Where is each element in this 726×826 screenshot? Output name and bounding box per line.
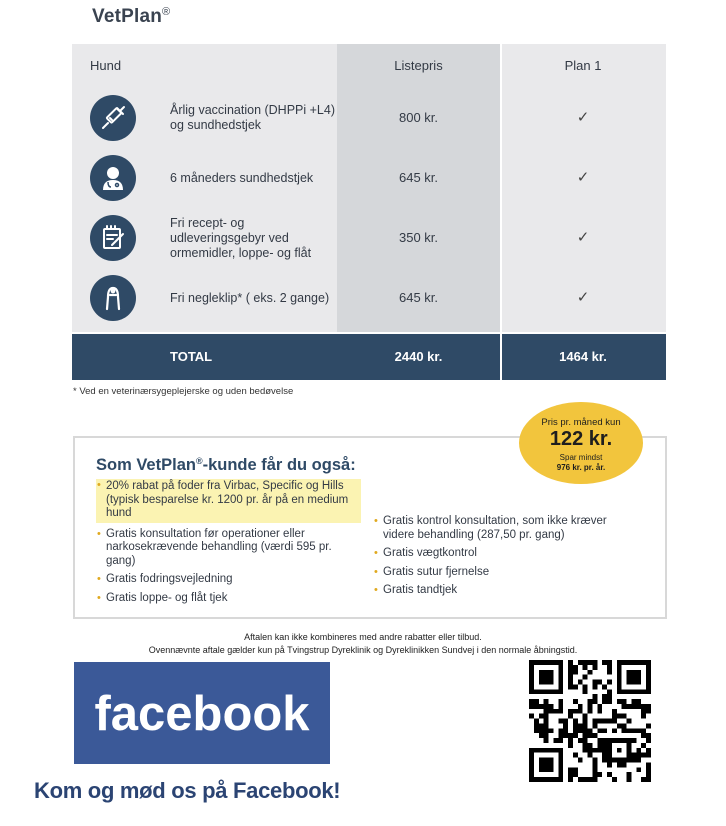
benefit-item: • 20% rabat på foder fra Virbac, Specific og Hills (typisk besparelse kr. 1200 pr. år på en medium hund bbox=[96, 479, 361, 523]
benefit-item: • Gratis konsultation før operationer eller narkosekrævende behandling (værdi 595 pr. gang) bbox=[96, 528, 361, 569]
check-icon: ✓ bbox=[576, 229, 590, 246]
benefit-item: • Gratis tandtjek bbox=[373, 584, 623, 598]
facebook-logo-text: facebook bbox=[94, 687, 310, 741]
badge-label: Pris pr. måned kun bbox=[541, 417, 621, 428]
row-price: 800 kr. bbox=[398, 110, 439, 125]
check-icon: ✓ bbox=[576, 289, 590, 306]
check-icon: ✓ bbox=[576, 169, 590, 186]
row-price: 350 kr. bbox=[398, 230, 439, 245]
facebook-logo[interactable] bbox=[74, 662, 330, 764]
header-plan: Plan 1 bbox=[564, 58, 602, 73]
row-price: 645 kr. bbox=[398, 290, 439, 305]
terms-line: Aftalen kan ikke kombineres med andre rabatter eller tilbud. bbox=[244, 632, 482, 642]
table-row bbox=[72, 268, 666, 328]
brand-registered-mark: ® bbox=[162, 6, 171, 18]
qr-code-icon[interactable] bbox=[529, 660, 651, 782]
doctor-icon bbox=[90, 155, 136, 201]
row-description: Fri negleklip* ( eks. 2 gange) bbox=[170, 290, 330, 305]
price-badge bbox=[519, 402, 643, 484]
syringe-icon bbox=[90, 95, 136, 141]
table-row bbox=[72, 88, 666, 148]
benefits-list-right bbox=[373, 515, 623, 603]
row-description: 6 måneders sundhedstjek bbox=[170, 170, 314, 185]
badge-price: 122 kr. bbox=[549, 428, 613, 450]
row-description: Fri recept- og udleveringsgebyr ved ormemidler, loppe- og flåt bbox=[170, 215, 312, 260]
footnote: * Ved en veterinærsygeplejerske og uden bedøvelse bbox=[73, 386, 294, 397]
brand-name: VetPlan bbox=[92, 6, 163, 27]
header-listepris: Listepris bbox=[394, 58, 443, 73]
benefits-list-left bbox=[96, 479, 361, 610]
terms-line: Ovennævnte aftale gælder kun på Tvingstrup Dyreklinik og Dyreklinikken Sundvej i den normale åbningstid. bbox=[148, 645, 578, 655]
benefit-item: • Gratis sutur fjernelse bbox=[373, 566, 623, 580]
benefits-title: Som VetPlan®-kunde får du også: bbox=[96, 456, 356, 474]
benefit-item: • Gratis loppe- og flåt tjek bbox=[96, 592, 361, 606]
badge-savings-value: 976 kr. pr. år. bbox=[556, 463, 606, 472]
facebook-tagline[interactable]: Kom og mød os på Facebook! bbox=[34, 778, 341, 803]
prescription-pad-icon bbox=[90, 215, 136, 261]
badge-savings-label: Spar mindst bbox=[559, 453, 603, 462]
total-listepris: 2440 kr. bbox=[394, 349, 443, 364]
benefit-item: • Gratis fodringsvejledning bbox=[96, 573, 361, 587]
row-description: Årlig vaccination (DHPPi +L4) og sundhedstjek bbox=[170, 103, 335, 132]
nail-clipper-icon bbox=[90, 275, 136, 321]
total-row bbox=[72, 334, 666, 380]
brand-title bbox=[92, 6, 170, 28]
header-hund: Hund bbox=[90, 58, 122, 73]
facebook-wordmark bbox=[74, 662, 330, 764]
table-row bbox=[72, 208, 666, 268]
table-row bbox=[72, 148, 666, 208]
check-icon: ✓ bbox=[576, 109, 590, 126]
benefit-item: • Gratis kontrol konsultation, som ikke kræver videre behandling (287,50 pr. gang) bbox=[373, 515, 623, 542]
total-label: TOTAL bbox=[170, 349, 213, 364]
benefit-item: • Gratis vægtkontrol bbox=[373, 547, 623, 561]
row-price: 645 kr. bbox=[398, 170, 439, 185]
total-plan: 1464 kr. bbox=[559, 349, 607, 364]
